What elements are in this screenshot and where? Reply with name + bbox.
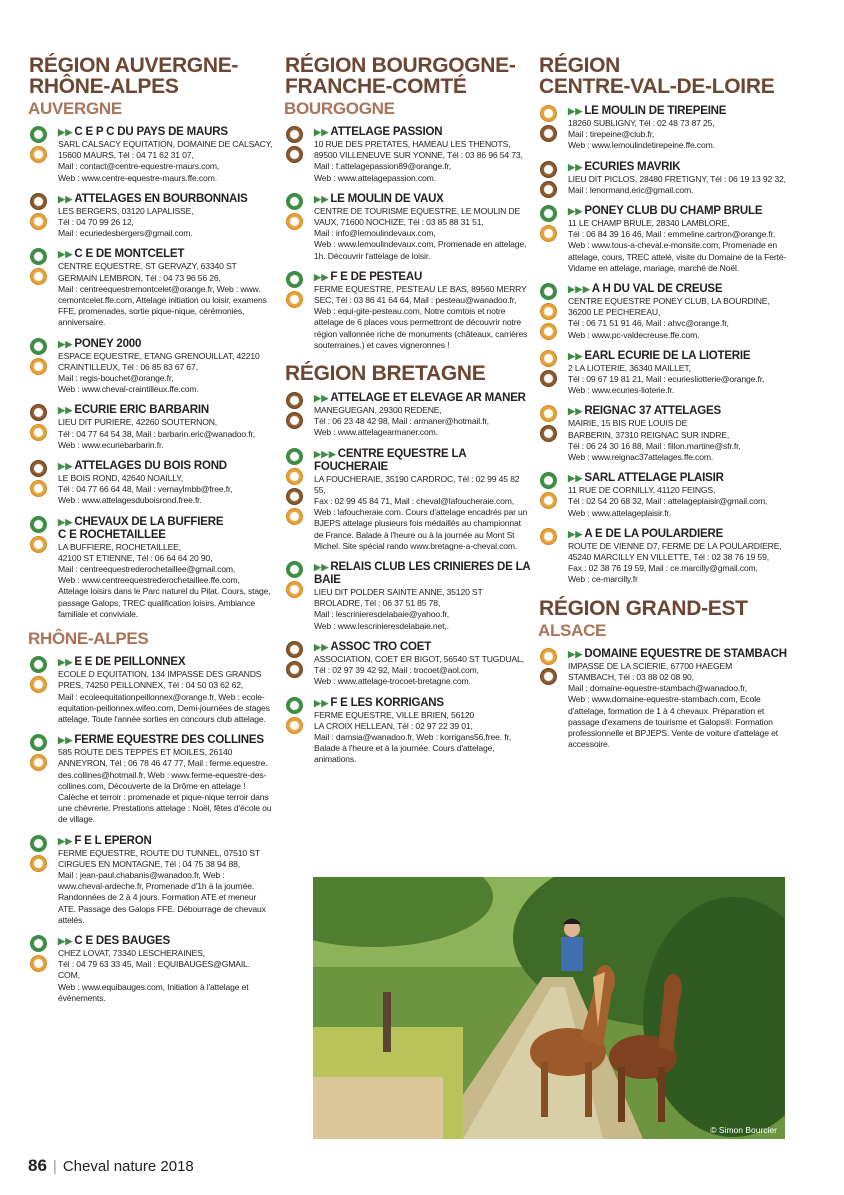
- label-badges: [540, 161, 562, 201]
- quality-label-icon: [30, 480, 47, 497]
- label-badges: [540, 350, 562, 390]
- region-subtitle: AUVERGNE: [28, 99, 122, 118]
- entry-title: [58, 835, 273, 848]
- entry-details: SARL CALSACY EQUITATION, DOMAINE DE CALSACY, 15600 MAURS, Tél : 04 71 62 31 07, Mail : contact@centre-equestre-maurs.com, Web : www.centre-equestre-maurs.ffe.com.: [58, 139, 273, 183]
- photo-credit: © Simon Bourcier: [710, 1125, 777, 1135]
- entry-name: SARL ATTELAGE PLAISIR: [584, 472, 724, 485]
- entry-details: LA FOUCHERAIE, 35190 CARDROC, Tél : 02 99 45 82 55, Fax : 02 99 45 84 71, Mail : cheval@lafoucheraie.com, Web : lafoucheraie.com. Cours d'attelage encadrés par un BJEPS attelage plusieurs fois médaillés au championnat de France. Balade à l'heure ou à la journée au Mont St Michel. Site spécial rando www.bretagne-a-cheval.com.: [314, 473, 528, 551]
- horse-carriage-image: [313, 877, 785, 1139]
- entry-title: [568, 405, 788, 418]
- entry-name: CENTRE EQUESTRE LA FOUCHERAIE: [314, 447, 467, 473]
- arrow-icon: ▶ ▶: [58, 516, 72, 527]
- label-badges: [30, 248, 52, 288]
- quality-label-icon: [286, 193, 303, 210]
- listing-entry: [28, 338, 273, 396]
- region-subtitle: RHÔNE-ALPES: [28, 629, 149, 649]
- region-title: RÉGION BOURGOGNE- FRANCHE-COMTÉ: [285, 54, 516, 98]
- region-subtitle: ALSACE: [538, 620, 607, 640]
- listing-entry: [538, 648, 788, 751]
- arrow-icon: ▶ ▶: [568, 161, 582, 172]
- listing-entry: [284, 697, 532, 766]
- label-badges: [286, 697, 308, 737]
- carriage-driving-photo: [313, 877, 785, 1139]
- arrow-icon: ▶ ▶: [568, 350, 582, 361]
- quality-label-icon: [286, 661, 303, 678]
- entry-name: ASSOC TRO COET: [330, 640, 432, 653]
- listing-entry: [284, 641, 532, 688]
- entry-name: FERME EQUESTRE DES COLLINES: [74, 734, 264, 747]
- entry-details: FERME EQUESTRE, ROUTE DU TUNNEL, 07510 ST CIRGUES EN MONTAGNE, Tél : 04 75 38 94 88, Mail : jean-paul.chabanis@wanadoo.fr, Web : www.cheval-ardeche.fr, Promenade d'1h à la journée. Randonnées de 2 à 4 jours. Formation ATE et meneur ATE. Passage des Galops FFE. Débourrage de chevaux attelés.: [58, 847, 266, 925]
- entry-details: 18260 SUBLIGNY, Tél : 02 48 73 87 25, Mail : tirepeine@club.fr, Web : www.lemoulindetirepeine.ffe.com.: [568, 118, 715, 151]
- entry-name: E E DE PEILLONNEX: [74, 656, 186, 669]
- quality-label-icon: [30, 835, 47, 852]
- entry-details: 11 RUE DE CORNILLY, 41120 FEINGS, Tél : 02 54 20 68 32, Mail : attelageplaisir@gmail.com, Web : www.attelageplaisir.fr.: [568, 485, 768, 518]
- entry-name: LE MOULIN DE TIREPEINE: [584, 105, 727, 117]
- spacer: [284, 384, 532, 392]
- arrow-icon: ▶ ▶: [58, 127, 72, 137]
- quality-label-icon: [30, 935, 47, 952]
- quality-label-icon: [30, 955, 47, 972]
- entry-title: [568, 350, 788, 363]
- listing-entry: [538, 405, 788, 463]
- entry-title: [58, 126, 273, 139]
- quality-label-icon: [540, 161, 557, 178]
- entry-title: [568, 528, 788, 541]
- arrow-icon: ▶ ▶: [568, 106, 582, 116]
- entry-details: FERME EQUESTRE, PESTEAU LE BAS, 89560 MERRY SEC, Tél : 03 86 41 64 64, Mail : pesteau@wanadoo.fr, Web : equi-gite-pesteau.com, Notre comtois et notre attelage de 6 places vous permettront de découvrir notre région vallonnée riche de monuments (châteaux, carrières souterraines.) et caves vigneronnes !: [314, 283, 528, 350]
- label-badges: [540, 405, 562, 445]
- entry-name: ATTELAGE ET ELEVAGE AR MANER: [330, 392, 526, 405]
- label-badges: [30, 460, 52, 500]
- quality-label-icon: [30, 213, 47, 230]
- quality-label-icon: [286, 146, 303, 163]
- quality-label-icon: [30, 424, 47, 441]
- quality-label-icon: [540, 225, 557, 242]
- arrow-icon: ▶ ▶: [568, 473, 582, 484]
- arrow-icon: ▶ ▶: [568, 206, 582, 217]
- quality-label-icon: [286, 126, 303, 143]
- quality-label-icon: [540, 303, 557, 320]
- listing-entry: [538, 283, 788, 341]
- entry-title: [314, 271, 532, 284]
- quality-label-icon: [30, 338, 47, 355]
- quality-label-icon: [540, 350, 557, 367]
- region-subtitle: BOURGOGNE: [284, 99, 395, 118]
- listing-entry: [284, 193, 532, 262]
- label-badges: [540, 648, 562, 688]
- entry-title: [314, 448, 532, 474]
- entry-title: [58, 935, 273, 948]
- entry-details: CENTRE EQUESTRE, ST GERVAZY, 63340 ST GERMAIN LEMBRON, Tél : 04 73 96 56 26, Mail : centreequestremontcelet@orange.fr, Web : www. cemontcelet.ffe.com, Attelage initiation ou loisir, examens FFE, promenades, sortie pique-nique, cérémonies, anniversaire.: [58, 261, 267, 328]
- quality-label-icon: [30, 460, 47, 477]
- entry-title: [314, 193, 532, 206]
- arrow-icon: ▶ ▶: [314, 393, 328, 404]
- label-badges: [30, 734, 52, 774]
- entry-title: [58, 338, 273, 351]
- arrow-icon: ▶ ▶ ▶: [314, 448, 335, 459]
- quality-label-icon: [540, 528, 557, 545]
- arrow-icon: ▶ ▶: [314, 193, 328, 204]
- quality-label-icon: [286, 271, 303, 288]
- quality-label-icon: [286, 717, 303, 734]
- label-badges: [286, 126, 308, 166]
- quality-label-icon: [30, 855, 47, 872]
- entry-title: [58, 656, 273, 669]
- region-title: RÉGION AUVERGNE- RHÔNE-ALPES: [29, 54, 239, 98]
- entry-details: MAIRIE, 15 BIS RUE LOUIS DE BARBERIN, 37310 REIGNAC SUR INDRE, Tél : 06 24 30 16 88, Mail : fillon.martine@sfr.fr, Web : www.reignac37attelages.ffe.com.: [568, 418, 741, 463]
- entry-title: [568, 648, 788, 661]
- entry-title: [314, 126, 532, 139]
- quality-label-icon: [30, 536, 47, 553]
- entry-title: [568, 161, 788, 174]
- column-1: [28, 55, 273, 1013]
- listing-entry: [284, 448, 532, 552]
- listing-entry: [538, 528, 788, 586]
- arrow-icon: ▶ ▶: [58, 835, 72, 846]
- entry-title: [568, 472, 788, 485]
- arrow-icon: ▶ ▶: [314, 127, 328, 137]
- arrow-icon: ▶ ▶: [58, 193, 72, 204]
- entry-name: RELAIS CLUB LES CRINIERES DE LA BAIE: [314, 561, 531, 587]
- entry-details: ROUTE DE VIENNE D7, FERME DE LA POULARDIERE, 45240 MARCILLY EN VILLETTE, Tél : 02 38 76 19 59, Fax : 02 38 76 19 59, Mail : ce.marcilly@gmail.com, Web : ce-marcilly.fr: [568, 540, 782, 585]
- listing-entry: [284, 126, 532, 184]
- entry-name: C E DES BAUGES: [74, 934, 170, 947]
- label-badges: [286, 392, 308, 432]
- label-badges: [30, 656, 52, 696]
- arrow-icon: ▶ ▶: [568, 528, 582, 539]
- label-badges: [286, 448, 308, 528]
- arrow-icon: ▶ ▶: [58, 405, 72, 416]
- region-title: RÉGION CENTRE-VAL-DE-LOIRE: [539, 54, 775, 98]
- quality-label-icon: [540, 370, 557, 387]
- listing-entry: [28, 248, 273, 328]
- quality-label-icon: [30, 146, 47, 163]
- label-badges: [30, 404, 52, 444]
- listing-entry: [28, 193, 273, 240]
- entry-name: F E LES KORRIGANS: [330, 696, 444, 709]
- quality-label-icon: [286, 412, 303, 429]
- entry-details: 10 RUE DES PRETATES, HAMEAU LES THENOTS, 89500 VILLENEUVE SUR YONNE, Tél : 03 86 96 54 73, Mail : f.attelagepassion89@orange.fr, Web : www.attelagepassion.com.: [314, 139, 523, 183]
- arrow-icon: ▶ ▶: [568, 406, 582, 417]
- entry-name: PONEY CLUB DU CHAMP BRULE: [584, 205, 763, 218]
- arrow-icon: ▶ ▶: [58, 735, 72, 746]
- quality-label-icon: [540, 492, 557, 509]
- region-title: RÉGION GRAND-EST: [539, 596, 748, 620]
- listing-entry: [284, 561, 532, 632]
- quality-label-icon: [30, 754, 47, 771]
- quality-label-icon: [540, 405, 557, 422]
- quality-label-icon: [540, 472, 557, 489]
- entry-details: ASSOCIATION, COET ER BIGOT, 56540 ST TUGDUAL, Tél : 02 97 39 42 92, Mail : trocoet@aol.com, Web : www.attelage-trocoet-bretagne.com.: [314, 653, 524, 687]
- entry-details: LIEU DIT POLDER SAINTE ANNE, 35120 ST BROLADRE, Tél : 06 37 51 85 78, Mail : lescrinieresdelabaie@yahoo.fr, Web : www.lescrinieresdelabaie.net,.: [314, 587, 483, 631]
- label-badges: [30, 835, 52, 875]
- entry-name: ECURIES MAVRIK: [584, 160, 681, 173]
- entry-title: [58, 193, 273, 206]
- quality-label-icon: [540, 205, 557, 222]
- entry-details: LA BUFFIERE, ROCHETAILLEE, 42100 ST ETIENNE, Tél : 06 64 64 20 90, Mail : centreequestrederochetaillee@gmail.com, Web : www.centreequestrederochetaillee.ffe.com, Attelage loisirs dans le Parc naturel du Pilat. Cours, stage, passage Galops, TREC qualification loisirs. Ambiance familiale et conviviale.: [58, 541, 271, 619]
- entry-name: ATTELAGES EN BOURBONNAIS: [74, 192, 248, 205]
- column-2: [284, 55, 532, 775]
- entry-details: IMPASSE DE LA SCIERIE, 67700 HAEGEM STAMBACH, Tél : 03 88 02 08 90, Mail : domaine-equestre-stambach@wanadoo.fr, Web : www.domaine-equestre-stambach.com, Ecole d'attelage, formation de 1 à 4 chevaux. Préparation et passage d'examens de tourisme et Galops®. Formation professionnelle et BPJEPS. Vente de voiture d'attelage et accessoire.: [568, 660, 778, 750]
- label-badges: [540, 528, 562, 548]
- footer-separator: |: [52, 1158, 57, 1175]
- entry-name: C E P C DU PAYS DE MAURS: [74, 126, 228, 138]
- entry-title: [568, 283, 788, 296]
- arrow-icon: ▶ ▶: [314, 562, 328, 573]
- label-badges: [540, 283, 562, 343]
- column-3: [538, 55, 788, 759]
- label-badges: [30, 338, 52, 378]
- quality-label-icon: [540, 323, 557, 340]
- entry-details: LIEU DIT PURIERE, 42260 SOUTERNON, Tél : 04 77 64 54 38, Mail : barbarin.eric@wanadoo.fr, Web : www.ecuriebarbarin.fr.: [58, 417, 255, 450]
- quality-label-icon: [30, 248, 47, 265]
- quality-label-icon: [30, 268, 47, 285]
- quality-label-icon: [286, 213, 303, 230]
- listing-entry: [28, 460, 273, 507]
- magazine-name: Cheval nature 2018: [62, 1158, 194, 1175]
- label-badges: [286, 641, 308, 681]
- entry-details: LES BERGERS, 03120 LAPALISSE, Tél : 04 70 99 26 12, Mail : ecuriedesbergers@gmail.com.: [58, 205, 194, 239]
- listing-entry: [28, 126, 273, 184]
- label-badges: [286, 193, 308, 233]
- quality-label-icon: [286, 641, 303, 658]
- quality-label-icon: [540, 648, 557, 665]
- entry-name: A H DU VAL DE CREUSE: [591, 283, 723, 296]
- arrow-icon: ▶ ▶: [58, 338, 72, 349]
- entry-title: [314, 392, 532, 405]
- listing-entry: [538, 350, 788, 397]
- quality-label-icon: [540, 105, 557, 122]
- entry-title: [314, 561, 532, 587]
- listing-entry: [284, 392, 532, 439]
- arrow-icon: ▶ ▶: [568, 648, 582, 659]
- entry-details: ECOLE D EQUITATION, 134 IMPASSE DES GRANDS PRES, 74250 PEILLONNEX, Tél : 04 50 03 62 62, Mail : ecoleequitationpeillonnex@orange.fr, Web : ecole-equitation-peillonnex.wifeo.com, Demi-journées de stages attelage. Toute l'année sorties en concours club attelage.: [58, 669, 270, 724]
- quality-label-icon: [30, 734, 47, 751]
- entry-name: F E DE PESTEAU: [330, 270, 423, 283]
- quality-label-icon: [286, 561, 303, 578]
- label-badges: [540, 205, 562, 245]
- listing-entry: [28, 404, 273, 451]
- entry-name: EARL ECURIE DE LA LIOTERIE: [584, 349, 751, 362]
- quality-label-icon: [540, 283, 557, 300]
- listing-entry: [28, 935, 273, 1004]
- entry-details: CHEZ LOVAT, 73340 LESCHERAINES, Tél : 04 79 63 33 45, Mail : EQUIBAUGES@GMAIL. COM, Web : www.equibauges.com, Initiation à l'attelage et événements.: [58, 947, 250, 1003]
- quality-label-icon: [286, 448, 303, 465]
- quality-label-icon: [30, 516, 47, 533]
- quality-label-icon: [286, 697, 303, 714]
- entry-title: [314, 641, 532, 654]
- arrow-icon: ▶ ▶: [314, 641, 328, 652]
- quality-label-icon: [30, 126, 47, 143]
- arrow-icon: ▶ ▶: [314, 697, 328, 708]
- arrow-icon: ▶ ▶ ▶: [568, 284, 589, 295]
- entry-title: [58, 734, 273, 747]
- page-number: 86: [28, 1156, 47, 1175]
- quality-label-icon: [30, 358, 47, 375]
- listing-entry: [28, 656, 273, 725]
- entry-details: 11 LE CHAMP BRULE, 28340 LAMBLORE, Tél : 06 84 39 16 46, Mail : emmeline.cartron@orange.fr, Web : www.tous-a-cheval.e-monsite.com, Promenade en attelage, cours, TREC attelé, visite du Domaine de la Ferté-Vidame en attelage, mariage, marché de Noël.: [568, 218, 787, 273]
- entry-title: [58, 460, 273, 473]
- entry-title: [568, 105, 788, 118]
- entry-name: CHEVAUX DE LA BUFFIERE C E ROCHETAILLEE: [58, 515, 224, 541]
- label-badges: [30, 935, 52, 975]
- arrow-icon: ▶ ▶: [58, 657, 72, 668]
- spacer: [538, 97, 788, 105]
- entry-name: LE MOULIN DE VAUX: [330, 192, 444, 205]
- label-badges: [286, 271, 308, 311]
- arrow-icon: ▶ ▶: [58, 935, 72, 946]
- entry-name: REIGNAC 37 ATTELAGES: [584, 405, 721, 418]
- quality-label-icon: [286, 392, 303, 409]
- quality-label-icon: [286, 508, 303, 525]
- quality-label-icon: [540, 181, 557, 198]
- listing-entry: [538, 472, 788, 519]
- label-badges: [286, 561, 308, 601]
- quality-label-icon: [30, 404, 47, 421]
- entry-name: ATTELAGE PASSION: [330, 126, 443, 138]
- entry-name: A E DE LA POULARDIERE: [584, 527, 724, 540]
- quality-label-icon: [286, 581, 303, 598]
- listing-entry: [28, 835, 273, 926]
- region-title: RÉGION BRETAGNE: [285, 362, 486, 386]
- arrow-icon: ▶ ▶: [58, 249, 72, 260]
- entry-details: FERME EQUESTRE, VILLE BRIEN, 56120 LA CROIX HELLEAN, Tél : 02 97 22 39 01, Mail : damsia@wanadoo.fr, Web : korrigans56.free. fr, Balade à l'heure et à la journée. Cours d'attelage, animations.: [314, 709, 511, 765]
- quality-label-icon: [540, 125, 557, 142]
- listing-entry: [284, 271, 532, 351]
- label-badges: [30, 193, 52, 233]
- entry-name: C E DE MONTCELET: [74, 248, 185, 261]
- listing-entry: [538, 161, 788, 196]
- entry-title: [568, 205, 788, 218]
- entry-details: LE BOIS ROND, 42640 NOAILLY, Tél : 04 77 66 64 48, Mail : vernaylmbb@free.fr, Web : www.attelagesduboisrond.free.fr.: [58, 473, 233, 506]
- entry-details: ESPACE EQUESTRE, ETANG GRENOUILLAT, 42210 CRAINTILLEUX, Tél : 06 85 83 67 67, Mail : regis-bouchet@orange.fr, Web : www.cheval-craintilleux.ffe.com.: [58, 350, 260, 395]
- entry-title: [58, 248, 273, 261]
- quality-label-icon: [540, 668, 557, 685]
- entry-title: [58, 404, 273, 417]
- quality-label-icon: [30, 676, 47, 693]
- arrow-icon: ▶ ▶: [314, 271, 328, 282]
- quality-label-icon: [286, 468, 303, 485]
- label-badges: [540, 472, 562, 512]
- entry-details: MANEGUEGAN, 29300 REDENE, Tél : 06 23 48 42 98, Mail : armaner@hotmail.fr, Web : www.attelagearmaner.com.: [314, 405, 489, 438]
- entry-name: DOMAINE EQUESTRE DE STAMBACH: [584, 647, 787, 660]
- entry-name: F E L EPERON: [74, 834, 152, 847]
- listing-entry: [28, 734, 273, 825]
- quality-label-icon: [540, 425, 557, 442]
- listing-entry: [28, 516, 273, 620]
- entry-title: [314, 697, 532, 710]
- quality-label-icon: [286, 291, 303, 308]
- arrow-icon: ▶ ▶: [58, 461, 72, 472]
- quality-label-icon: [286, 488, 303, 505]
- entry-details: 585 ROUTE DES TEPPES ET MOILES, 26140 ANNEYRON, Tél : 06 78 46 47 77, Mail : ferme.equestre. des.collines@hotmail.fr, Web : www.ferme-equestre-des-collines.com, Découverte de la Drôme en attelage ! Calèche et terroir : promenade et pique-nique terroir dans une chèvrerie. Prestations attelage : Noël, fêtes d'école ou de village.: [58, 747, 272, 825]
- listing-entry: [538, 105, 788, 152]
- quality-label-icon: [30, 656, 47, 673]
- label-badges: [30, 126, 52, 166]
- entry-details: CENTRE DE TOURISME EQUESTRE, LE MOULIN DE VAUX, 71600 NOCHIZE, Tél : 03 85 88 31 51, Mail : info@lemoulindevaux.com, Web : www.lemoulindevaux.com, Promenade en attelage, 1h. Découvrir l'attelage de loisir.: [314, 205, 527, 261]
- listing-entry: [538, 205, 788, 274]
- entry-details: 2 LA LIOTERIE, 36340 MAILLET, Tél : 09 67 19 81 21, Mail : ecuriesliotterie@orange.fr, Web : www.ecuries-lioterie.fr.: [568, 362, 765, 396]
- page-footer: [28, 1156, 194, 1176]
- entry-name: ATTELAGES DU BOIS ROND: [74, 460, 227, 473]
- label-badges: [30, 516, 52, 556]
- entry-name: PONEY 2000: [74, 337, 142, 350]
- entry-title: [58, 516, 273, 542]
- entry-name: ECURIE ERIC BARBARIN: [74, 404, 209, 417]
- entry-details: LIEU DIT PICLOS, 28480 FRETIGNY, Tél : 06 19 13 92 32, Mail : lenormand.eric@gmail.com.: [568, 173, 786, 195]
- quality-label-icon: [30, 193, 47, 210]
- label-badges: [540, 105, 562, 145]
- entry-details: CENTRE EQUESTRE PONEY CLUB, LA BOURDINE, 36200 LE PECHEREAU, Tél : 06 71 51 91 46, Mail : ahvc@orange.fr, Web : www.pc-valdecreuse.ffe.com.: [568, 296, 770, 340]
